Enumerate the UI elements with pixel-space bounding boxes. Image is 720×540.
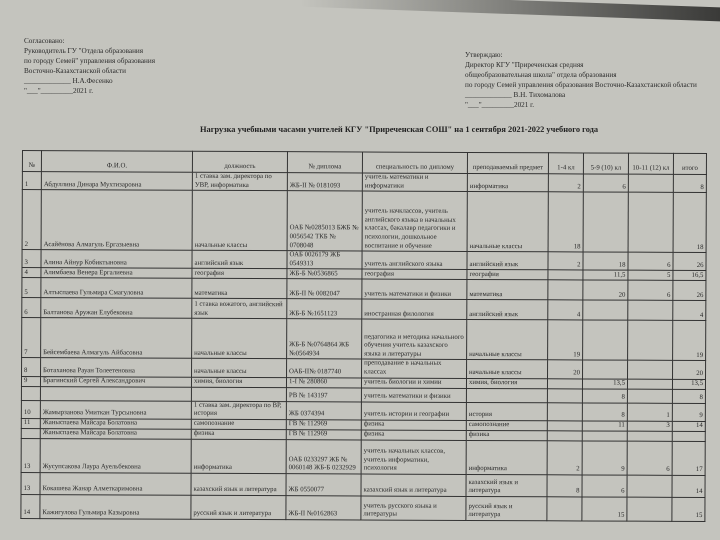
column-header: специальность по диплому [362,152,467,173]
table-cell [627,497,672,521]
approval-line: "___"_________2021 г. [465,101,535,109]
table-cell [466,388,547,402]
column-header: Ф.И.О. [41,151,192,173]
table-cell [21,428,40,438]
teacher-load-table [20,150,707,522]
table-cell [547,378,582,388]
table-cell: учитель истории и географии [361,402,466,421]
column-header: 5-9 (10) кл [583,153,628,174]
table-cell: Жусупсакова Лаура Ауельбековна [40,438,191,473]
approval-line: Утверждаю: [465,51,503,59]
table-row [22,172,706,193]
table-cell: ОАБ-II№ 0187740 [287,359,362,378]
table-cell: 8 [547,475,582,497]
table-cell [583,192,628,252]
table-cell: учитель начальных классов, учитель информатики, психология [361,440,466,474]
table-cell [191,387,286,401]
table-cell: 1-I № 280860 [286,377,361,387]
table-cell: Кокашева Жанар Алметкаримовна [40,472,191,495]
table-cell: 18 [548,192,583,252]
table-cell: ОАБ 0026179 ЖБ 0549313 [287,251,362,270]
table-cell [582,431,627,441]
approval-line: "___"_________2021 г. [24,87,94,95]
table-cell: учитель русского языка и литературы [361,496,466,520]
table-cell: начальные классы [467,320,548,360]
table-row [21,400,705,421]
table-cell: 2 [548,252,583,270]
table-row [22,190,706,253]
table-cell: ЖБ-Б №0764864 ЖБ №0564934 [287,319,362,359]
table-row [22,278,706,301]
table-cell [628,361,673,379]
table-cell: Жаныспаева Майсара Болатовна [40,428,191,439]
column-header: 10-11 (12) кл [628,153,673,174]
table-cell: Алина Айнур Кобиктыновна [41,250,192,269]
table-cell: 11 [21,418,40,428]
table-cell: учитель математики и физики [362,279,467,299]
table-cell: английский язык [467,252,548,271]
table-cell: самопознание [466,420,547,430]
table-row [21,438,705,475]
table-cell: начальные классы [467,360,548,379]
table-cell: Балтанова Аружан Елубековна [41,298,192,319]
approval-line: по городу Семей" управления образования [24,57,156,65]
table-cell: физика [191,429,286,439]
table-cell [627,389,672,403]
table-cell: Брагинский Сергей Александрович [40,376,191,387]
table-cell: учитель биологии и химии [361,378,466,388]
table-cell: 5 [22,278,41,298]
table-cell: 6 [628,252,673,270]
table-cell: 19 [673,321,706,361]
approval-line: общеобразовательная школа" отдела образования [465,71,617,79]
table-cell: учитель начклассов, учитель английского языка в начальных классах, бакалавр педагогики и психологии, дошкольное воспитание и обучение [362,191,467,251]
table-cell: география [192,269,287,279]
table-cell: химия, биология [191,377,286,387]
table-cell: физика [361,420,466,430]
table-cell: 8 [672,389,705,403]
table-cell: 9 [21,376,40,386]
table-cell: 3 [22,250,41,268]
table-cell: 9 [672,403,705,421]
table-cell: ЖБ 0374394 [286,401,361,420]
table-cell: 4 [548,300,583,320]
table-cell: 1 [627,403,672,421]
table-cell: информатика [466,440,547,474]
table-row [21,494,705,521]
table-cell: Бейсембаева Алмагуль Айбасовна [41,318,192,359]
table-cell: 14 [672,475,705,497]
table-cell: ГВ № 112969 [286,419,361,429]
table-cell: начальные классы [192,319,287,359]
approval-line: Восточно-Казахстанской области [24,67,126,75]
table-cell: учитель английского языка [362,251,467,270]
table-cell: 6 [627,441,672,475]
table-cell: ЖБ-II № 0082047 [287,279,362,299]
column-header: № диплома [287,152,362,173]
table-header-row [22,151,706,175]
table-cell: 2 [547,441,582,475]
table-cell: география [362,269,467,279]
page-edge-shadow [300,0,720,21]
table-cell: казахский язык и литература [361,474,466,496]
table-cell: ОАБ 0233297 ЖБ № 0060148 ЖБ-Б 0232929 [286,439,361,473]
table-cell: 18 [673,193,706,253]
table-cell: 8 [673,174,706,192]
approval-line: Руководитель ГУ "Отдела образования [24,47,144,55]
column-header: преподаваемый предмет [467,152,548,173]
table-cell: математика [467,280,548,300]
table-cell: Асайёнова Алмагуль Ергазыевна [41,190,192,251]
table-cell: 26 [673,253,706,271]
table-cell: математика [192,279,287,299]
table-cell: 1 ставка зам. директора по УВР, информатика [192,172,287,191]
table-row [21,472,705,497]
table-cell: Жаныспаева Майсара Болатовна [40,418,191,429]
table-cell: 10 [21,400,40,418]
table-cell: 5 [628,271,673,281]
table-cell: ЖБ-II №0162863 [286,495,361,519]
table-cell: 20 [548,360,583,378]
table-cell: физика [466,430,547,440]
table-cell: 3 [627,421,672,431]
approval-block-left [24,36,155,96]
table-cell: Абдуллина Динара Мухтизаровна [41,172,192,191]
table-cell: Ботаханова Рауан Толеетеновна [41,358,192,377]
table-cell [583,360,628,378]
table-cell: 13 [21,472,40,494]
table-cell: 16,5 [673,271,706,281]
table-cell: информатика [467,173,548,192]
table-cell: Алтыспаева Гульмира Смагуловна [41,278,192,299]
table-cell: ЖБ-Б №1651123 [287,299,362,319]
table-cell: 4 [22,268,41,278]
column-header: итого [673,153,706,174]
table-cell: учитель математики и физики [361,388,466,402]
table-cell: история [466,402,547,421]
table-cell: русский язык и литература [466,496,547,520]
table-cell: 19 [548,320,583,360]
table-cell: русский язык и литература [191,495,286,519]
table-cell: ЖБ-II № 0181093 [287,173,362,192]
table-cell: 2 [548,174,583,192]
table-cell [627,475,672,497]
table-cell [547,388,582,402]
table-cell [628,301,673,321]
table-cell: ЖБ 0550077 [286,473,361,495]
table-cell [583,300,628,320]
table-row [22,298,706,321]
table-cell: 11,5 [583,270,628,280]
table-cell: начальные классы [467,192,548,252]
table-row [22,250,706,271]
table-cell [547,431,582,441]
table-cell: 6 [582,475,627,497]
table-cell: Алимбаева Венера Ергалиевна [41,268,192,279]
table-cell: начальные классы [192,190,287,250]
table-cell: Жамырзанова Умиткан Турсыновна [40,400,191,419]
table-cell: 26 [673,281,706,301]
table-cell: ОАБ №0285013 БЖБ № 0056542 ТКБ № 0708048 [287,191,362,251]
table-cell: 15 [672,497,705,521]
approval-line: Директор КГУ "Приреченская средняя [465,61,584,69]
table-cell: самопознание [191,419,286,429]
table-cell: ГВ № 112969 [286,429,361,439]
table-cell: РВ № 143197 [286,387,361,401]
table-cell [628,174,673,192]
approval-line: _____________ Н.А.Фесенко [24,77,113,85]
table-cell: 14 [672,421,705,431]
table-cell: 7 [22,318,41,358]
table-cell [547,421,582,431]
table-cell: 8 [582,389,627,403]
table-cell [548,270,583,280]
table-cell: английский язык [467,300,548,320]
approval-block-right [465,50,697,110]
table-cell [627,431,672,441]
table-cell: 1 ставка вожатого, английский язык [192,299,287,319]
table-cell: 13 [21,438,40,472]
column-header: должность [192,151,287,172]
table-cell: 13,5 [582,379,627,389]
table-cell: химия, биология [466,378,547,388]
approval-line: по городу Семей управления образования Восточно-Казахстанской области [465,81,697,89]
table-cell: 6 [22,298,41,318]
table-cell [40,386,191,401]
table-cell: Кажигулова Гульмира Казыровна [40,494,191,519]
table-cell: иностранная филология [362,299,467,319]
table-cell [672,431,705,441]
table-cell: 6 [628,281,673,301]
table-cell [583,320,628,360]
approval-line: Согласовано: [24,37,65,45]
table-cell: 20 [583,280,628,300]
table-cell: 1 ставка зам. директора по ВР, история [191,401,286,420]
table-cell [628,321,673,361]
table-cell: физика [361,430,466,440]
column-header: № [22,151,41,172]
table-cell: 20 [673,361,706,379]
table-row [22,318,706,361]
column-header: 1-4 кл [548,153,583,174]
table-cell: педагогика и методика начального обучения учитель казахского языка и литературы [362,319,467,359]
table-cell: 8 [22,358,41,376]
table-cell: учитель математики и информатики [362,173,467,192]
table-cell: 8 [582,403,627,421]
table-cell: информатика [191,439,286,473]
table-cell [627,379,672,389]
table-cell [547,497,582,521]
table-cell: 4 [673,301,706,321]
table-cell: казахский язык и литература [466,474,547,496]
table-cell: ЖБ-Б №0536865 [287,269,362,279]
table-cell [21,386,40,400]
table-cell: 14 [21,494,40,518]
table-cell [628,192,673,252]
table-cell: английский язык [192,250,287,269]
table-cell [547,402,582,420]
table-cell: география [467,270,548,280]
table-cell: 11 [582,421,627,431]
table-cell: казахский язык и литература [191,473,286,495]
table-row [22,358,706,379]
table-cell: 15 [582,497,627,521]
document-title: Нагрузка учебными часами учителей КГУ "Приреченская СОШ" на 1 сентября 2021-2022 учебного года [200,125,599,134]
table-cell: 9 [582,441,627,475]
table-cell [548,280,583,300]
approval-line: _____________ В.Н. Тихомалова [465,91,566,99]
table-cell: 17 [672,441,705,475]
table-cell: начальные классы [192,359,287,378]
table-cell: 6 [583,174,628,192]
table-cell: преподавание в начальных классах [362,359,467,378]
table-cell: 2 [22,190,41,250]
table-cell: 13,5 [672,379,705,389]
table-cell: 1 [22,172,41,190]
table-cell: 18 [583,252,628,270]
